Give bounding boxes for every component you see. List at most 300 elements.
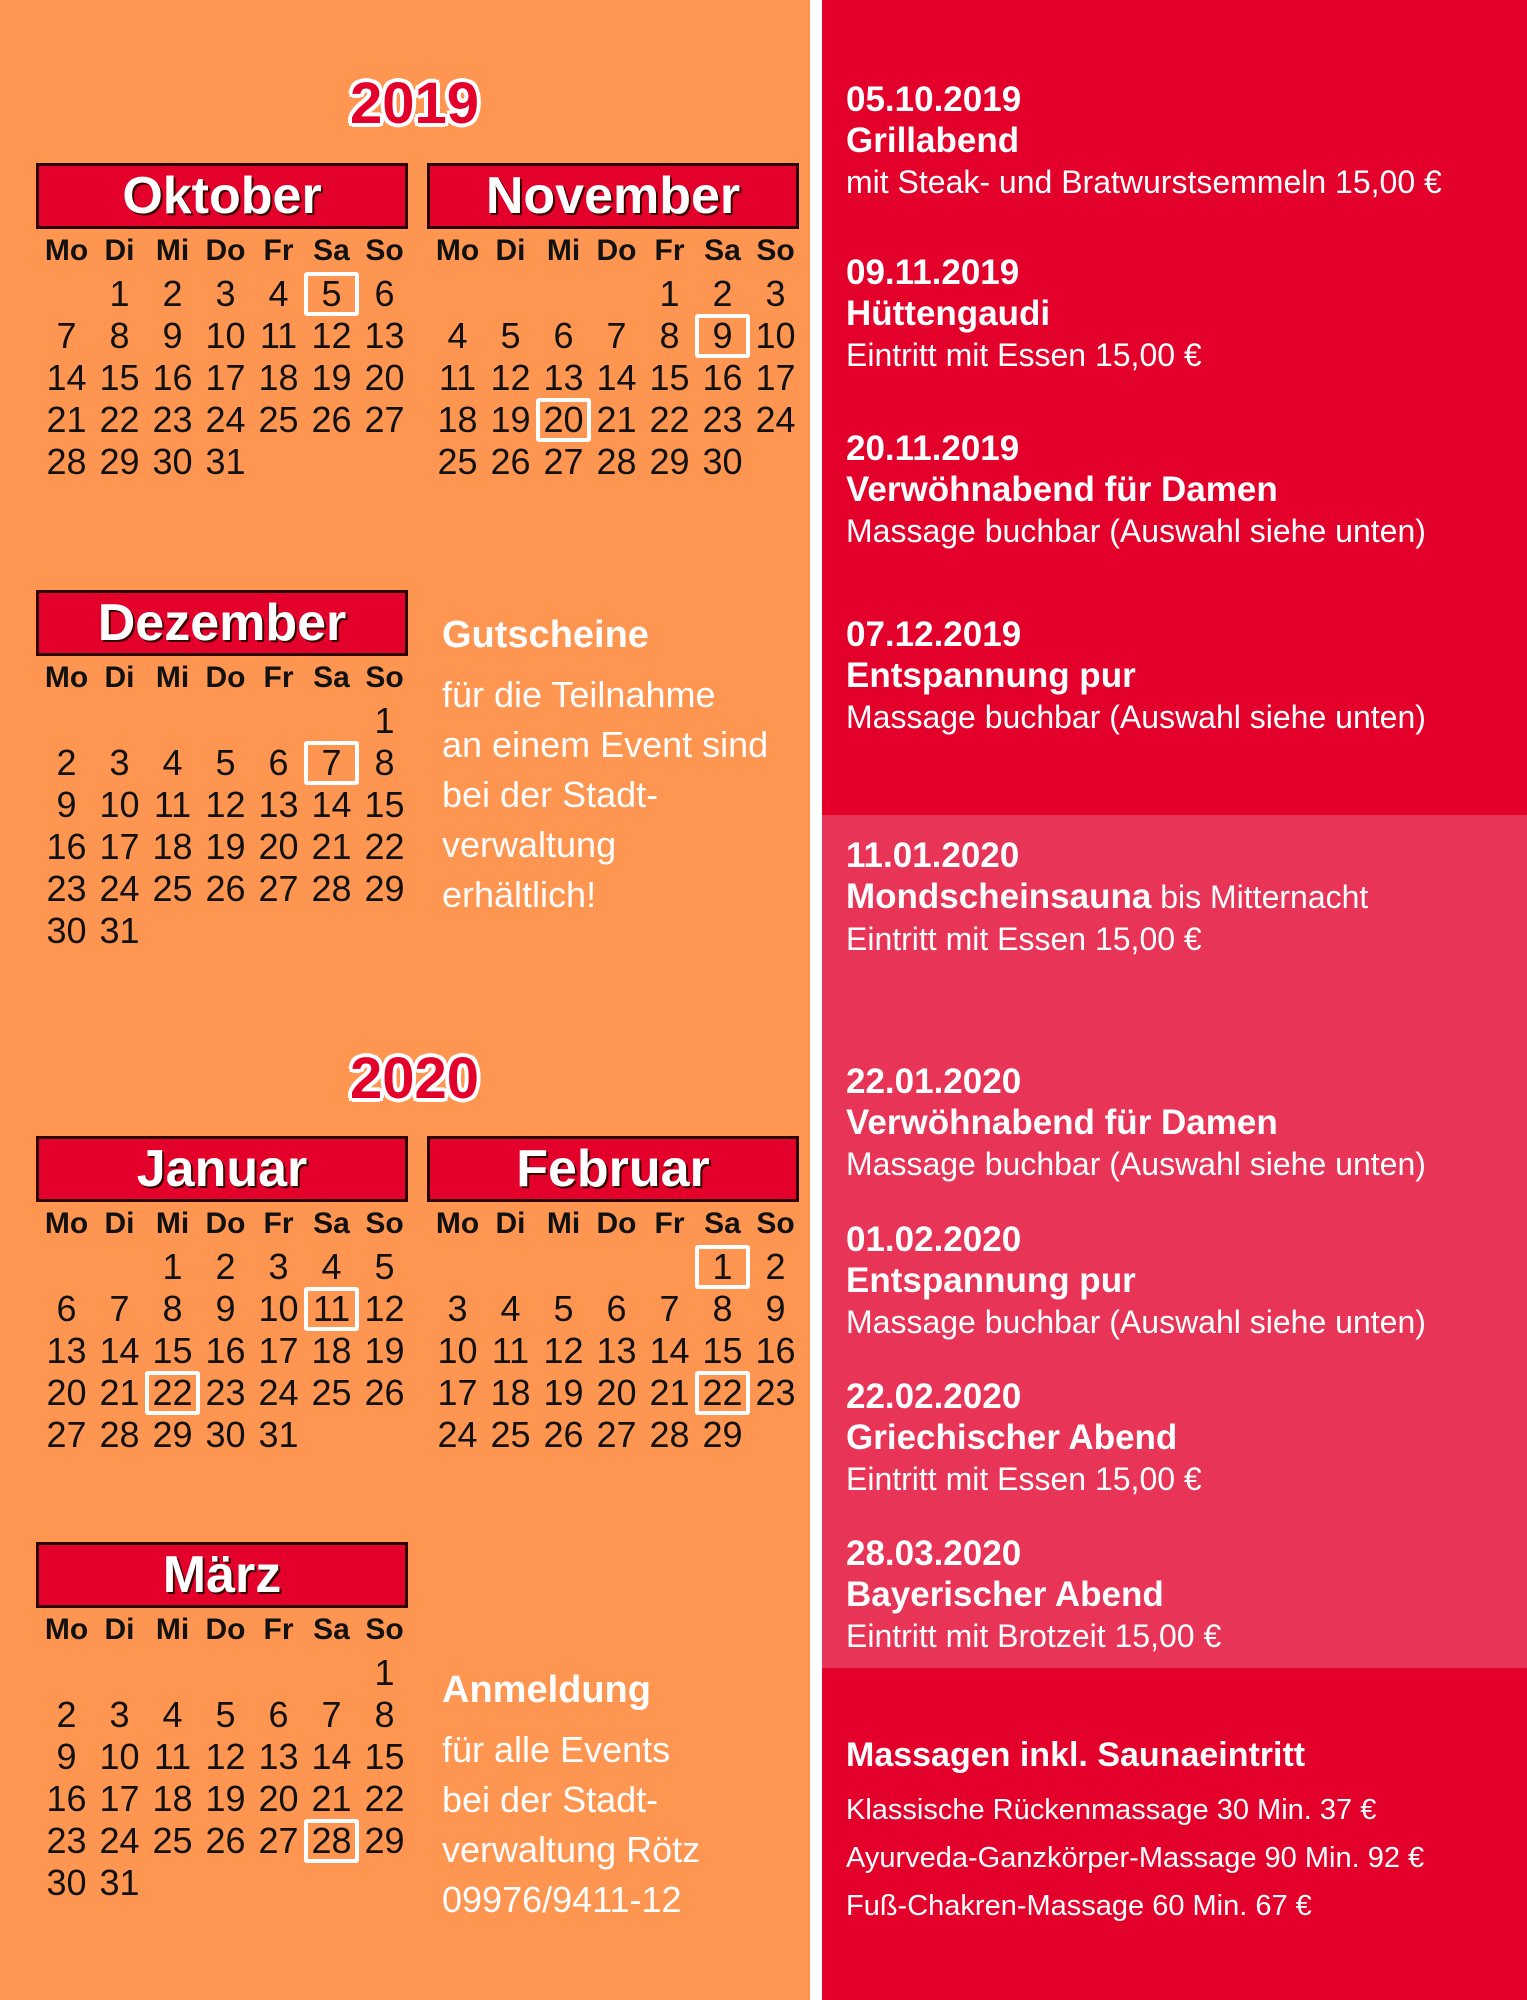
day-cell: 2 (215, 1246, 236, 1287)
event-item (846, 1062, 1426, 1185)
weekday-label: So (365, 1613, 404, 1646)
day-cell: 17 (437, 1372, 478, 1413)
weekday-label: Fr (263, 1613, 294, 1646)
event-date: 01.02.2020 (846, 1220, 1022, 1259)
day-cell: 21 (596, 399, 637, 440)
event-title: Mondscheinsauna (846, 877, 1152, 916)
month-header: November (427, 163, 799, 229)
day-cell: 18 (152, 1778, 193, 1819)
month-header: Oktober (36, 163, 408, 229)
empty-cell (93, 1246, 146, 1288)
day-cell: 8 (109, 315, 130, 356)
day-cell: 15 (152, 1330, 193, 1371)
day-cell: 27 (46, 1414, 87, 1455)
event-title-line (846, 876, 1368, 918)
weekday-label: Mi (155, 1207, 190, 1240)
day-cell: 15 (364, 784, 405, 825)
day-cell: 25 (152, 868, 193, 909)
weekday-label: Mo (435, 234, 480, 267)
weekday-label: Do (205, 234, 246, 267)
day-cell: 13 (258, 784, 299, 825)
weekday-label: Di (104, 661, 135, 694)
day-cell: 25 (437, 441, 478, 482)
day-cell: 17 (99, 1778, 140, 1819)
day-cell: 8 (162, 1288, 183, 1329)
anmeldung-phone: 09976/9411-12 (442, 1879, 682, 1920)
day-cell: 6 (374, 273, 395, 314)
day-cell: 27 (258, 1820, 299, 1861)
day-cell: 10 (205, 315, 246, 356)
day-cell: 17 (755, 357, 796, 398)
day-cell: 18 (152, 826, 193, 867)
day-cell: 26 (311, 399, 352, 440)
day-cell: 29 (702, 1414, 743, 1455)
weekday-label: Sa (704, 234, 741, 267)
day-cell: 21 (311, 826, 352, 867)
anmeldung-line: verwaltung Rötz (442, 1829, 701, 1870)
day-cell: 8 (712, 1288, 733, 1329)
event-date: 20.11.2019 (846, 429, 1020, 468)
weekday-label: Sa (313, 661, 350, 694)
weekday-label: Sa (313, 1207, 350, 1240)
day-cell: 2 (56, 742, 77, 783)
event-item (846, 253, 1202, 376)
day-grid (40, 1202, 411, 1456)
weekday-label: Di (495, 234, 526, 267)
gutscheine-note (442, 610, 768, 920)
day-cell: 2 (162, 273, 183, 314)
day-cell: 25 (152, 1820, 193, 1861)
day-cell: 28 (99, 1414, 140, 1455)
month-calendar-januar (36, 1136, 408, 1456)
empty-cell (93, 1652, 146, 1694)
day-cell: 24 (258, 1372, 299, 1413)
weekday-label: Do (205, 661, 246, 694)
event-item (846, 615, 1426, 738)
day-cell: 11 (491, 1330, 530, 1371)
gutscheine-line: verwaltung (442, 824, 617, 865)
event-date: 22.01.2020 (846, 1062, 1022, 1101)
event-title: Hüttengaudi (846, 294, 1051, 333)
event-title: Grillabend (846, 121, 1020, 160)
day-cell: 3 (447, 1288, 468, 1329)
weekday-label: Sa (313, 1613, 350, 1646)
day-cell: 30 (205, 1414, 246, 1455)
day-grid (40, 656, 411, 952)
empty-cell (484, 1246, 537, 1288)
day-cell: 13 (258, 1736, 299, 1777)
event-day-marked: 7 (305, 742, 358, 784)
weekday-label: Mi (155, 234, 190, 267)
month-calendar-maerz (36, 1542, 408, 1904)
event-day-marked: 5 (305, 273, 358, 315)
month-header: Februar (427, 1136, 799, 1202)
event-detail: Massage buchbar (Auswahl siehe unten) (846, 699, 1426, 735)
event-detail: Eintritt mit Essen 15,00 € (846, 337, 1202, 373)
day-cell: 4 (162, 742, 183, 783)
day-cell: 12 (490, 357, 531, 398)
day-cell: 6 (553, 315, 574, 356)
massage-title: Massagen inkl. Saunaeintritt (846, 1736, 1306, 1774)
event-date: 28.03.2020 (846, 1534, 1022, 1573)
weekday-label: Mi (546, 1207, 581, 1240)
empty-cell (484, 273, 537, 315)
month-calendar-februar (427, 1136, 799, 1456)
day-cell: 18 (258, 357, 299, 398)
day-cell: 14 (99, 1330, 140, 1371)
event-date: 11.01.2020 (846, 836, 1020, 875)
anmeldung-title: Anmeldung (442, 1669, 651, 1711)
event-detail: Eintritt mit Brotzeit 15,00 € (846, 1618, 1222, 1654)
day-cell: 3 (268, 1246, 289, 1287)
day-cell: 3 (215, 273, 236, 314)
day-cell: 20 (258, 1778, 299, 1819)
day-cell: 12 (364, 1288, 405, 1329)
weekday-label: Mo (435, 1207, 480, 1240)
event-day-marked: 11 (305, 1288, 358, 1330)
weekday-label: Fr (263, 234, 294, 267)
day-cell: 17 (99, 826, 140, 867)
day-grid (40, 1608, 411, 1904)
day-cell: 5 (500, 315, 521, 356)
event-date: 07.12.2019 (846, 615, 1022, 654)
day-cell: 25 (258, 399, 299, 440)
day-cell: 1 (109, 273, 130, 314)
day-cell: 31 (205, 441, 246, 482)
empty-cell (643, 1246, 696, 1288)
day-cell: 20 (258, 826, 299, 867)
anmeldung-line: bei der Stadt- (442, 1779, 659, 1820)
day-cell: 23 (205, 1372, 246, 1413)
event-detail: Massage buchbar (Auswahl siehe unten) (846, 1304, 1426, 1340)
empty-cell (40, 700, 93, 742)
event-title: Verwöhnabend für Damen (846, 470, 1278, 509)
event-day-marked: 20 (537, 399, 590, 441)
event-day-marked: 9 (696, 315, 749, 357)
day-cell: 3 (109, 1694, 130, 1735)
day-cell: 1 (162, 1246, 183, 1287)
day-cell: 26 (490, 441, 531, 482)
day-cell: 24 (205, 399, 246, 440)
day-cell: 24 (99, 868, 140, 909)
day-cell: 26 (364, 1372, 405, 1413)
event-title: Entspannung pur (846, 1261, 1136, 1300)
day-cell: 17 (205, 357, 246, 398)
weekday-label: So (365, 234, 404, 267)
day-cell: 12 (543, 1330, 584, 1371)
event-date: 05.10.2019 (846, 80, 1022, 119)
day-cell: 15 (364, 1736, 405, 1777)
day-cell: 5 (215, 742, 236, 783)
day-cell: 11 (438, 357, 477, 398)
day-cell: 28 (46, 441, 87, 482)
events-panel (822, 0, 1527, 2000)
month-header: März (36, 1542, 408, 1608)
day-cell: 8 (374, 742, 395, 783)
day-cell: 20 (364, 357, 405, 398)
day-cell: 23 (152, 399, 193, 440)
weekday-label: Fr (654, 1207, 685, 1240)
day-cell: 25 (311, 1372, 352, 1413)
day-cell: 28 (596, 441, 637, 482)
day-cell: 25 (490, 1414, 531, 1455)
day-cell: 10 (437, 1330, 478, 1371)
weekday-label: Do (596, 234, 637, 267)
empty-cell (537, 1246, 590, 1288)
day-cell: 6 (268, 1694, 289, 1735)
day-cell: 27 (596, 1414, 637, 1455)
day-cell: 15 (99, 357, 140, 398)
day-cell: 26 (205, 1820, 246, 1861)
empty-cell (40, 1652, 93, 1694)
day-cell: 12 (205, 784, 246, 825)
month-header: Januar (36, 1136, 408, 1202)
event-day-marked: 22 (146, 1372, 199, 1414)
day-cell: 7 (659, 1288, 680, 1329)
day-cell: 16 (755, 1330, 796, 1371)
empty-cell (252, 700, 305, 742)
event-item (846, 80, 1442, 203)
day-cell: 27 (364, 399, 405, 440)
day-cell: 21 (99, 1372, 140, 1413)
day-cell: 29 (152, 1414, 193, 1455)
day-cell: 5 (215, 1694, 236, 1735)
day-grid (431, 1202, 802, 1456)
anmeldung-line: für alle Events (442, 1729, 671, 1770)
day-cell: 31 (99, 910, 140, 951)
day-cell: 27 (543, 441, 584, 482)
day-cell: 14 (649, 1330, 690, 1371)
weekday-label: Mi (546, 234, 581, 267)
day-grid (40, 229, 411, 483)
massage-list (846, 1730, 1424, 1930)
event-title: Entspannung pur (846, 656, 1136, 695)
day-cell: 6 (606, 1288, 627, 1329)
month-calendar-oktober (36, 163, 408, 483)
day-cell: 18 (437, 399, 478, 440)
month-calendar-dezember (36, 590, 408, 952)
weekday-label: Mo (44, 661, 89, 694)
event-item (846, 1220, 1426, 1343)
day-cell: 28 (311, 868, 352, 909)
day-cell: 11 (153, 784, 192, 825)
day-cell: 26 (543, 1414, 584, 1455)
day-cell: 1 (374, 700, 395, 741)
day-cell: 29 (649, 441, 690, 482)
massage-item: Ayurveda-Ganzkörper-Massage 90 Min. 92 € (846, 1842, 1425, 1874)
year-2020-heading: 2020 (350, 1046, 480, 1111)
day-cell: 9 (56, 1736, 77, 1777)
day-cell: 16 (205, 1330, 246, 1371)
event-date: 09.11.2019 (846, 253, 1020, 292)
day-cell: 6 (268, 742, 289, 783)
weekday-label: Mi (155, 1613, 190, 1646)
day-cell: 28 (649, 1414, 690, 1455)
day-cell: 20 (596, 1372, 637, 1413)
day-cell: 8 (659, 315, 680, 356)
gutscheine-line: an einem Event sind (442, 724, 769, 765)
day-cell: 21 (649, 1372, 690, 1413)
weekday-label: Di (104, 234, 135, 267)
day-cell: 7 (109, 1288, 130, 1329)
day-cell: 22 (99, 399, 140, 440)
day-cell: 13 (596, 1330, 637, 1371)
day-cell: 7 (606, 315, 627, 356)
day-cell: 21 (311, 1778, 352, 1819)
weekday-label: Di (495, 1207, 526, 1240)
day-cell: 22 (364, 1778, 405, 1819)
day-cell: 13 (543, 357, 584, 398)
day-cell: 4 (321, 1246, 342, 1287)
event-day-marked: 1 (696, 1246, 749, 1288)
day-cell: 30 (702, 441, 743, 482)
day-cell: 13 (364, 315, 405, 356)
empty-cell (305, 700, 358, 742)
weekday-label: Sa (313, 234, 350, 267)
day-cell: 30 (152, 441, 193, 482)
day-cell: 9 (162, 315, 183, 356)
weekday-label: Fr (263, 661, 294, 694)
event-item (846, 1377, 1202, 1500)
day-cell: 3 (765, 273, 786, 314)
day-cell: 16 (702, 357, 743, 398)
day-cell: 23 (755, 1372, 796, 1413)
day-cell: 11 (153, 1736, 192, 1777)
empty-cell (537, 273, 590, 315)
day-cell: 10 (99, 1736, 140, 1777)
event-detail: Eintritt mit Essen 15,00 € (846, 1461, 1202, 1497)
gutscheine-line: für die Teilnahme (442, 674, 716, 715)
event-title: Bayerischer Abend (846, 1575, 1164, 1614)
day-cell: 12 (205, 1736, 246, 1777)
day-cell: 16 (152, 357, 193, 398)
day-cell: 30 (46, 1862, 87, 1903)
event-detail: Massage buchbar (Auswahl siehe unten) (846, 1146, 1426, 1182)
day-cell: 16 (46, 1778, 87, 1819)
day-cell: 9 (56, 784, 77, 825)
gutscheine-line: erhältlich! (442, 874, 597, 915)
gutscheine-title: Gutscheine (442, 614, 649, 656)
event-detail: mit Steak- und Bratwurstsemmeln 15,00 € (846, 164, 1442, 200)
day-cell: 2 (765, 1246, 786, 1287)
panel-divider (810, 0, 822, 2000)
weekday-label: Fr (654, 234, 685, 267)
day-cell: 3 (109, 742, 130, 783)
day-cell: 24 (755, 399, 796, 440)
day-cell: 2 (712, 273, 733, 314)
weekday-label: So (756, 234, 795, 267)
weekday-label: Mo (44, 1207, 89, 1240)
day-cell: 2 (56, 1694, 77, 1735)
day-cell: 15 (702, 1330, 743, 1371)
day-cell: 24 (437, 1414, 478, 1455)
day-cell: 7 (321, 1694, 342, 1735)
day-cell: 8 (374, 1694, 395, 1735)
empty-cell (590, 1246, 643, 1288)
weekday-label: Do (596, 1207, 637, 1240)
day-cell: 29 (99, 441, 140, 482)
empty-cell (146, 700, 199, 742)
empty-cell (40, 273, 93, 315)
event-item (846, 1534, 1221, 1657)
day-cell: 29 (364, 1820, 405, 1861)
empty-cell (199, 700, 252, 742)
day-cell: 4 (447, 315, 468, 356)
day-cell: 19 (543, 1372, 584, 1413)
day-cell: 23 (702, 399, 743, 440)
event-title: Griechischer Abend (846, 1418, 1178, 1457)
day-cell: 19 (364, 1330, 405, 1371)
empty-cell (146, 1652, 199, 1694)
year-2019-heading: 2019 (350, 71, 480, 136)
day-cell: 6 (56, 1288, 77, 1329)
empty-cell (431, 1246, 484, 1288)
day-cell: 19 (205, 1778, 246, 1819)
day-cell: 12 (311, 315, 352, 356)
day-cell: 16 (46, 826, 87, 867)
empty-cell (305, 1652, 358, 1694)
day-cell: 9 (215, 1288, 236, 1329)
day-grid (431, 229, 802, 483)
empty-cell (40, 1246, 93, 1288)
weekday-label: Do (205, 1613, 246, 1646)
day-cell: 14 (311, 784, 352, 825)
weekday-label: Sa (704, 1207, 741, 1240)
day-cell: 18 (490, 1372, 531, 1413)
weekday-label: Di (104, 1207, 135, 1240)
day-cell: 4 (268, 273, 289, 314)
day-cell: 22 (364, 826, 405, 867)
anmeldung-note (442, 1665, 700, 1925)
empty-cell (431, 273, 484, 315)
day-cell: 14 (46, 357, 87, 398)
event-item (846, 429, 1426, 552)
empty-cell (93, 700, 146, 742)
day-cell: 19 (490, 399, 531, 440)
day-cell: 14 (596, 357, 637, 398)
event-detail: Massage buchbar (Auswahl siehe unten) (846, 513, 1426, 549)
weekday-label: Mo (44, 234, 89, 267)
day-cell: 7 (56, 315, 77, 356)
day-cell: 31 (99, 1862, 140, 1903)
day-cell: 1 (374, 1652, 395, 1693)
empty-cell (252, 1652, 305, 1694)
day-cell: 10 (99, 784, 140, 825)
day-cell: 21 (46, 399, 87, 440)
day-cell: 5 (553, 1288, 574, 1329)
weekday-label: So (365, 1207, 404, 1240)
day-cell: 10 (258, 1288, 299, 1329)
event-detail: Eintritt mit Essen 15,00 € (846, 921, 1202, 957)
weekday-label: So (365, 661, 404, 694)
day-cell: 10 (755, 315, 796, 356)
day-cell: 17 (258, 1330, 299, 1371)
day-cell: 27 (258, 868, 299, 909)
day-cell: 14 (311, 1736, 352, 1777)
day-cell: 5 (374, 1246, 395, 1287)
day-cell: 13 (46, 1330, 87, 1371)
day-cell: 23 (46, 868, 87, 909)
day-cell: 19 (205, 826, 246, 867)
day-cell: 30 (46, 910, 87, 951)
event-title: Verwöhnabend für Damen (846, 1103, 1278, 1142)
event-title-suffix: bis Mitternacht (1151, 879, 1369, 915)
day-cell: 29 (364, 868, 405, 909)
massage-item: Fuß-Chakren-Massage 60 Min. 67 € (846, 1890, 1312, 1922)
weekday-label: Mo (44, 1613, 89, 1646)
day-cell: 11 (259, 315, 298, 356)
weekday-label: Di (104, 1613, 135, 1646)
